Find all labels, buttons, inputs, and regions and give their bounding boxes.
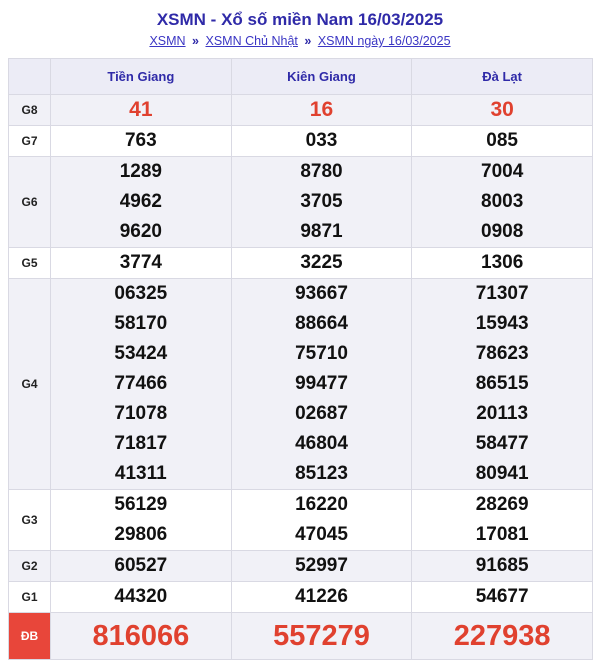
prize-cell — [231, 490, 412, 551]
prize-number: 47045 — [295, 524, 348, 545]
prize-cell — [51, 613, 232, 660]
prize-label: G5 — [9, 248, 51, 279]
prize-cell — [51, 126, 232, 157]
prize-number: 816066 — [92, 620, 190, 652]
prize-number: 033 — [305, 130, 338, 151]
prize-number: 58170 — [114, 313, 168, 334]
prize-cell — [412, 582, 593, 613]
prize-number: 0908 — [481, 221, 524, 242]
prize-number: 17081 — [475, 524, 529, 545]
prize-label: G7 — [9, 126, 51, 157]
prize-cell — [412, 248, 593, 279]
prize-row-g4 — [9, 279, 593, 490]
prize-number: 1289 — [119, 161, 162, 182]
prize-number: 85123 — [295, 463, 348, 484]
column-header-da-lat: Đà Lạt — [412, 59, 593, 95]
prize-cell — [231, 95, 412, 126]
column-header-kien-giang: Kiên Giang — [231, 59, 412, 95]
prize-number: 15943 — [475, 313, 529, 334]
prize-number: 71817 — [114, 433, 168, 454]
prize-label: G8 — [9, 95, 51, 126]
prize-number: 80941 — [475, 463, 529, 484]
prize-label: ĐB — [9, 613, 51, 660]
prize-number: 71307 — [475, 283, 529, 304]
prize-number: 3705 — [300, 191, 343, 212]
prize-cell — [51, 582, 232, 613]
prize-number: 78623 — [475, 343, 529, 364]
prize-row-db — [9, 613, 593, 660]
prize-cell — [412, 95, 593, 126]
prize-cell — [412, 157, 593, 248]
prize-number: 41311 — [114, 463, 167, 484]
prize-row-g2 — [9, 551, 593, 582]
breadcrumb-link-xsmn-date[interactable]: XSMN ngày 16/03/2025 — [317, 34, 451, 48]
prize-number: 41226 — [295, 586, 348, 607]
breadcrumb-link-xsmn-chu-nhat[interactable]: XSMN Chủ Nhật — [205, 34, 298, 48]
prize-number: 02687 — [295, 403, 348, 424]
prize-number: 1306 — [481, 252, 524, 273]
prize-number: 3774 — [119, 252, 162, 273]
prize-cell — [412, 613, 593, 660]
prize-number: 99477 — [295, 373, 348, 394]
prize-number: 28269 — [475, 494, 529, 515]
prize-label: G2 — [9, 551, 51, 582]
prize-number: 7004 — [481, 161, 524, 182]
prize-number: 86515 — [475, 373, 529, 394]
prize-cell — [231, 126, 412, 157]
prize-number: 71078 — [114, 403, 168, 424]
prize-row-g6 — [9, 157, 593, 248]
prize-number: 16220 — [295, 494, 348, 515]
prize-number: 3225 — [300, 252, 343, 273]
prize-number: 557279 — [273, 620, 370, 652]
prize-cell — [231, 551, 412, 582]
prize-number: 16 — [309, 98, 334, 121]
prize-cell — [231, 279, 412, 490]
prize-row-g1 — [9, 582, 593, 613]
prize-cell — [51, 95, 232, 126]
prize-cell — [51, 157, 232, 248]
prize-row-g7 — [9, 126, 593, 157]
prize-number: 44320 — [114, 586, 168, 607]
prize-number: 085 — [486, 130, 518, 151]
prize-cell — [231, 613, 412, 660]
prize-number: 06325 — [114, 283, 168, 304]
prize-number: 30 — [490, 98, 514, 121]
prize-number: 53424 — [114, 343, 168, 364]
prize-number: 4962 — [119, 191, 162, 212]
page-title: XSMN - Xổ số miền Nam 16/03/2025 — [156, 10, 444, 29]
prize-number: 77466 — [114, 373, 168, 394]
prize-label: G3 — [9, 490, 51, 551]
prize-row-g5 — [9, 248, 593, 279]
prize-label: G1 — [9, 582, 51, 613]
prize-number: 29806 — [114, 524, 168, 545]
prize-number: 54677 — [475, 586, 529, 607]
results-table — [8, 58, 593, 660]
column-header-tien-giang: Tiền Giang — [51, 59, 232, 95]
prize-number: 58477 — [475, 433, 529, 454]
prize-cell — [231, 157, 412, 248]
breadcrumb-separator: » — [304, 34, 312, 48]
prize-cell — [412, 279, 593, 490]
prize-cell — [412, 126, 593, 157]
header-corner — [9, 59, 51, 95]
prize-cell — [51, 248, 232, 279]
prize-row-g8 — [9, 95, 593, 126]
prize-number: 41 — [129, 98, 153, 121]
prize-number: 20113 — [476, 403, 529, 424]
prize-number: 88664 — [295, 313, 348, 334]
prize-cell — [231, 248, 412, 279]
prize-number: 56129 — [114, 494, 168, 515]
prize-cell — [51, 279, 232, 490]
prize-number: 8780 — [300, 161, 343, 182]
prize-number: 93667 — [295, 283, 348, 304]
prize-number: 227938 — [453, 620, 551, 652]
prize-number: 46804 — [295, 433, 348, 454]
prize-number: 9871 — [300, 221, 343, 242]
prize-number: 91685 — [475, 555, 529, 576]
prize-cell — [412, 490, 593, 551]
prize-label: G4 — [9, 279, 51, 490]
prize-number: 8003 — [481, 191, 524, 212]
prize-number: 60527 — [114, 555, 168, 576]
breadcrumb-link-xsmn[interactable]: XSMN — [149, 34, 186, 48]
breadcrumb — [0, 31, 600, 51]
breadcrumb-separator: » — [192, 34, 199, 48]
prize-cell — [51, 490, 232, 551]
prize-cell — [412, 551, 593, 582]
prize-number: 9620 — [119, 221, 162, 242]
prize-cell — [231, 582, 412, 613]
prize-cell — [51, 551, 232, 582]
prize-number: 75710 — [295, 343, 348, 364]
prize-label: G6 — [9, 157, 51, 248]
prize-number: 52997 — [295, 555, 348, 576]
prize-number: 763 — [124, 130, 157, 151]
prize-row-g3 — [9, 490, 593, 551]
